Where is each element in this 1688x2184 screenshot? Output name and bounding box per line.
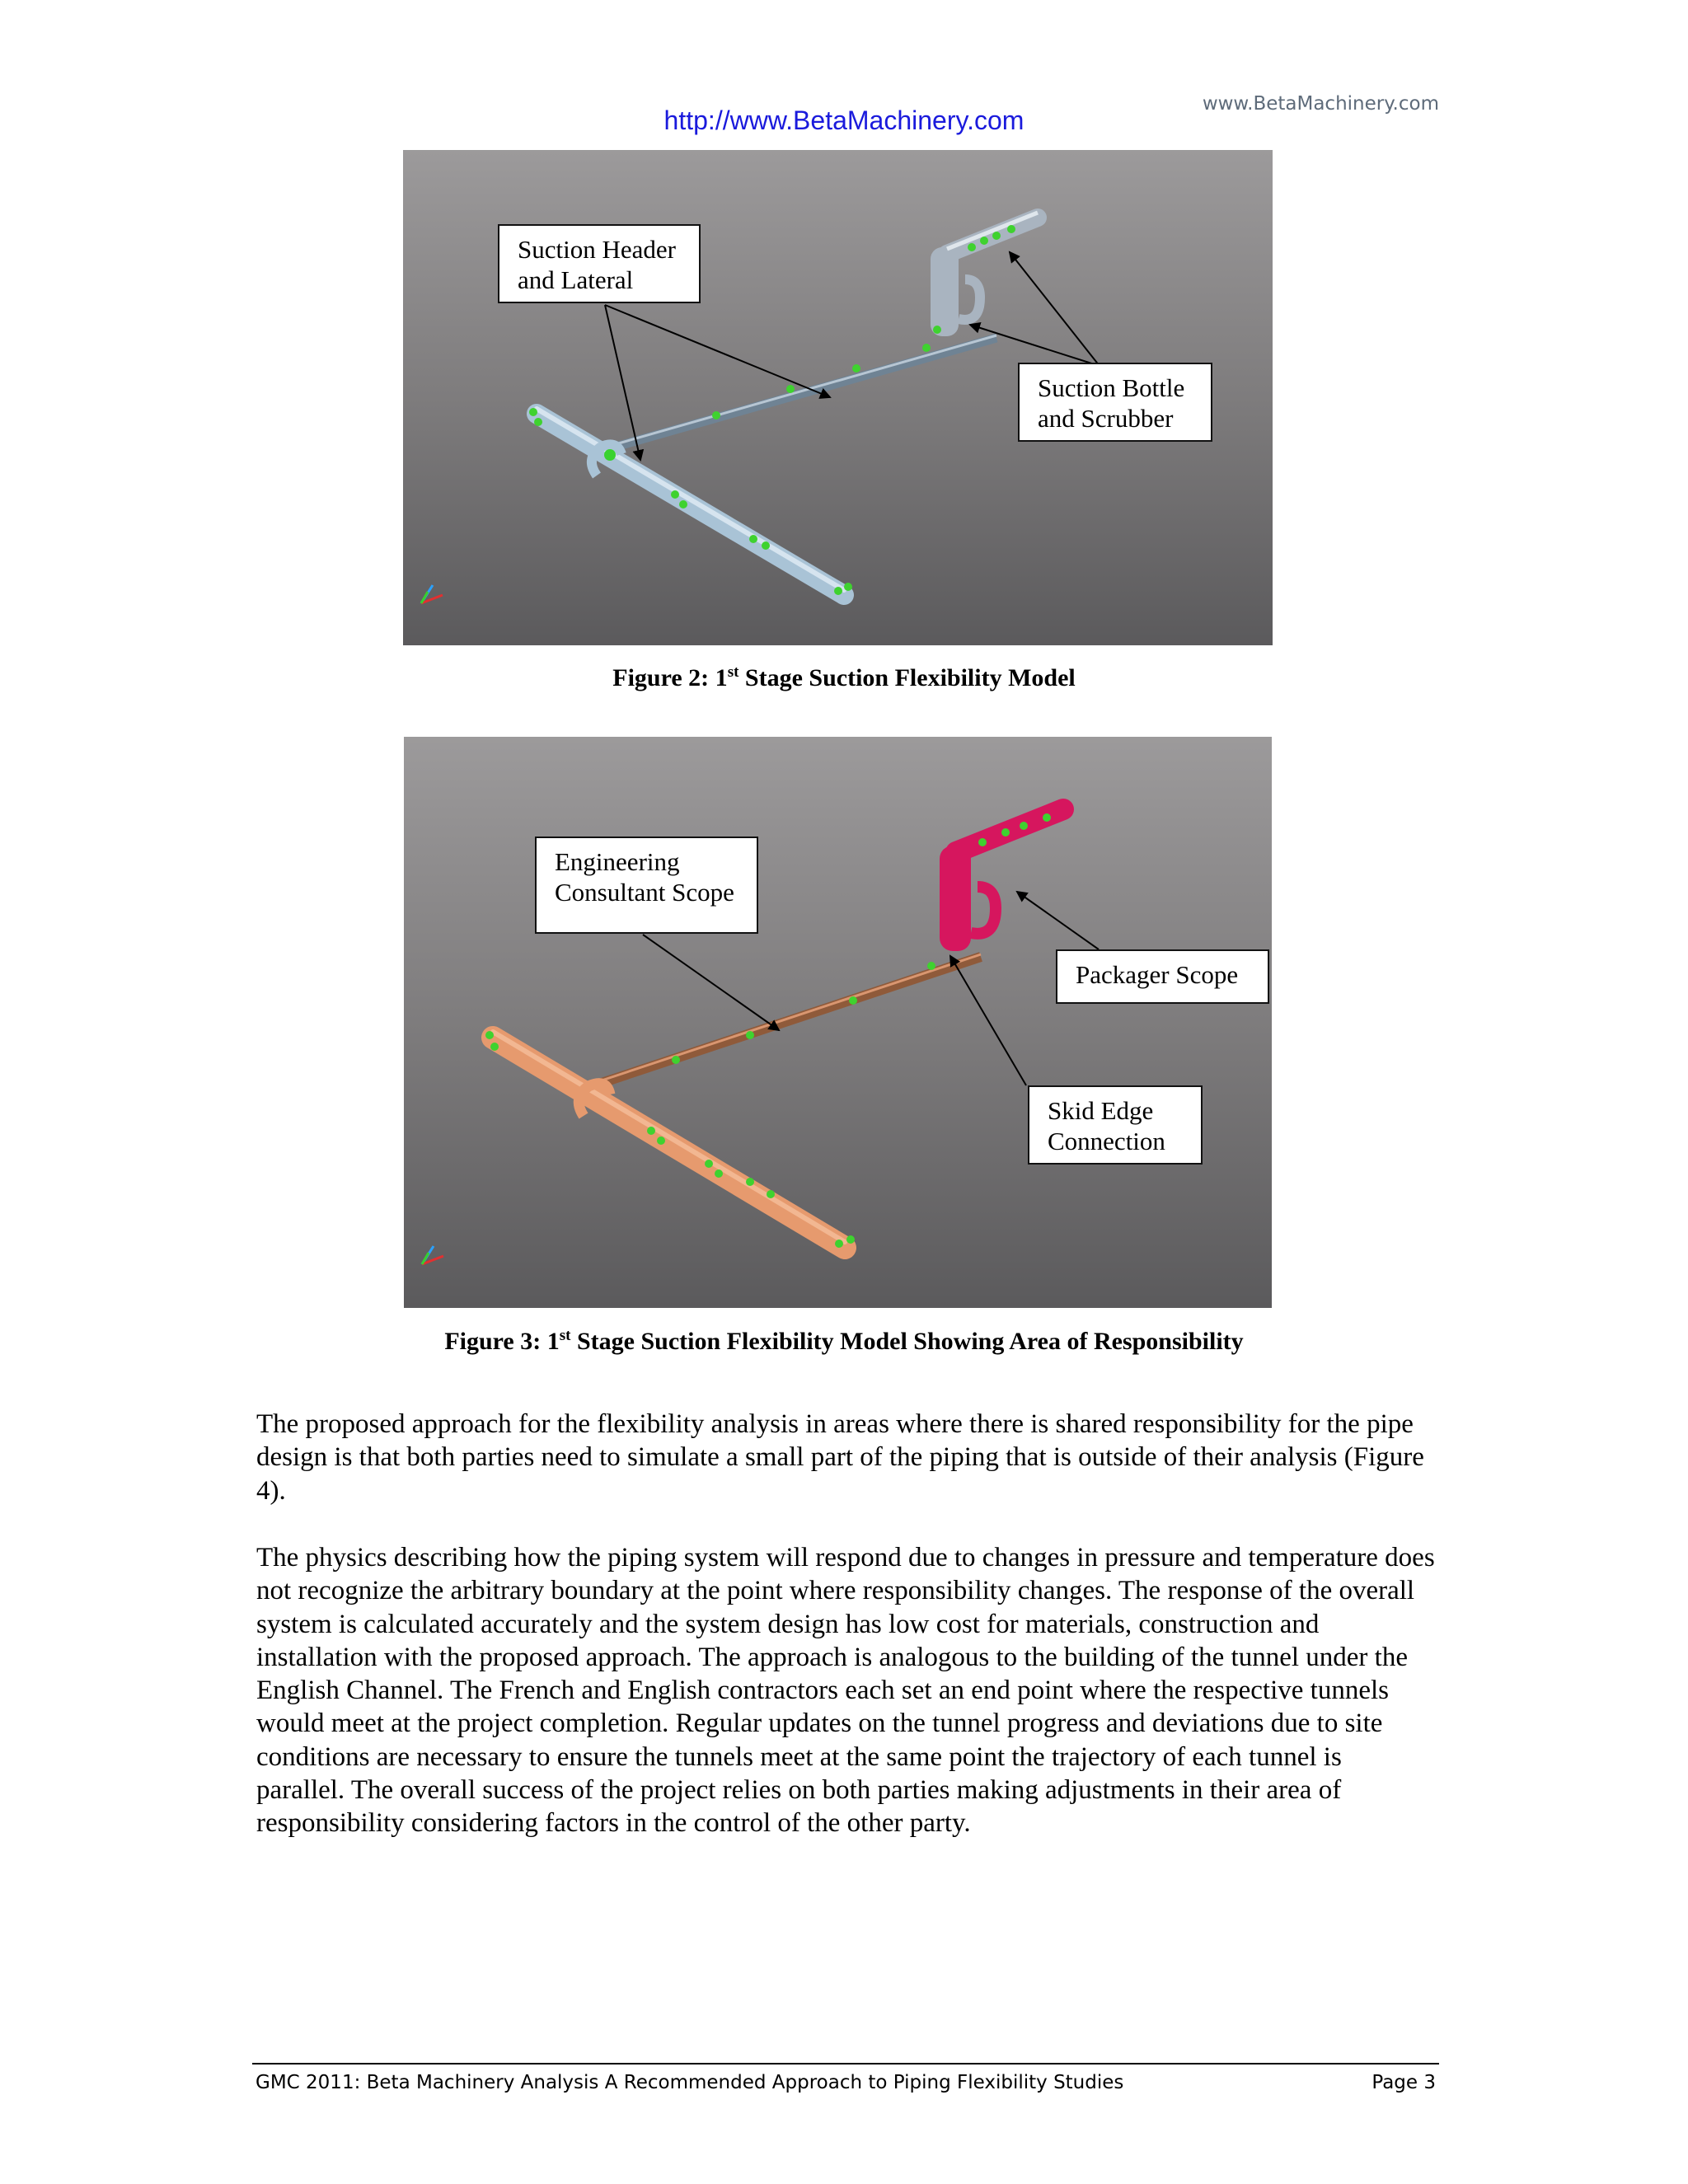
callout-skid-edge-connection: Skid Edge Connection [1028, 1085, 1203, 1165]
header-pipe-orange [493, 1038, 845, 1248]
caption-text: Stage Suction Flexibility Model [738, 664, 1076, 691]
caption-text: Stage Suction Flexibility Model Showing Area of Responsibility [570, 1328, 1244, 1355]
callout-suction-header-lateral: Suction Header and Lateral [498, 224, 701, 303]
caption-sup: st [727, 663, 739, 681]
figure-3-caption [0, 1327, 1688, 1356]
body-paragraph-2: The physics describing how the piping system will respond due to changes in pressure and temperature does not recognize the arbitrary boundary at the point where responsibility changes. The response of the overall system is calculated accurately and the system design has low cost for materials, construction and installation with the proposed approach. The approach is analogous to the building of the tunnel under the English Channel. The French and English contractors each set an end point where the respective tunnels would meet at the project completion. Regular updates on the tunnel progress and deviations due to site conditions are necessary to ensure the tunnels meet at the same point the trajectory of each tunnel is parallel. The overall success of the project relies on both parties making adjustments in their area of responsibility considering factors in the control of the other party. [256, 1543, 1435, 1839]
footer-rule [252, 2063, 1439, 2064]
lateral-pipe [616, 338, 996, 447]
figure-3-piping-model [404, 737, 1272, 1308]
lateral-pipe-orange [602, 957, 981, 1083]
callout-suction-bottle-scrubber: Suction Bottle and Scrubber [1018, 363, 1212, 442]
footer-title: GMC 2011: Beta Machinery Analysis A Recommended Approach to Piping Flexibility Studies [256, 2072, 1124, 2093]
header-url-link[interactable]: http://www.BetaMachinery.com [663, 105, 1025, 135]
caption-sup: st [559, 1327, 571, 1344]
suction-header-pipe [537, 414, 844, 595]
header-site-text: www.BetaMachinery.com [1202, 93, 1439, 115]
callout-packager-scope: Packager Scope [1056, 949, 1269, 1004]
caption-text: Figure 3: 1 [444, 1328, 560, 1355]
callout-engineering-consultant-scope: Engineering Consultant Scope [535, 837, 758, 934]
figure-2-caption [0, 663, 1688, 692]
footer-page-number: Page 3 [1372, 2072, 1436, 2093]
figure-3-image [404, 737, 1272, 1308]
figure-2-image [403, 150, 1273, 645]
body-paragraph-1: The proposed approach for the flexibility analysis in areas where there is shared responsibility for the pipe design is that both parties need to simulate a small part of the piping that is outside of their analysis (Figure 4). [256, 1409, 1424, 1506]
caption-text: Figure 2: 1 [612, 664, 728, 691]
